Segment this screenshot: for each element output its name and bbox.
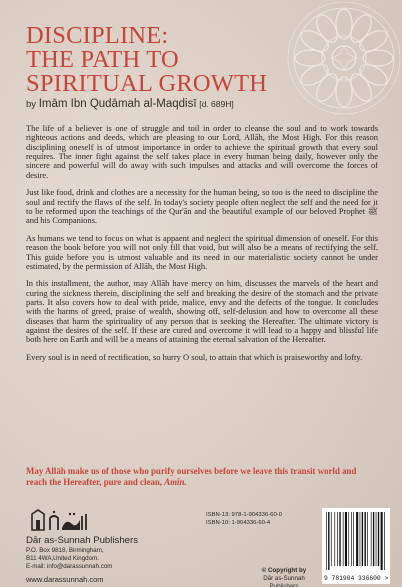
publisher-logo-icon (26, 508, 92, 534)
author-name: Imām Ibn Qudāmah al-Maqdisī (38, 98, 197, 110)
blurb-paragraph-2: Just like food, drink and clothes are a necessity for the human being, so too is the need to discipline the soul and rectify the flaws of the self. In today's society people often neglect the self and the need for it to be reformed upon the teachings of the Qur'ān and the beautiful example of our beloved Prophet ﷺ and his Companions. (26, 187, 378, 226)
blurb-body (26, 124, 378, 371)
address-email: E-mail: info@darassunnah.com (26, 563, 113, 570)
copyright-notice (254, 567, 314, 587)
title-line-3: SPIRITUAL GROWTH (26, 70, 268, 97)
publisher-address (26, 547, 206, 571)
title-line-1: DISCIPLINE: (26, 22, 169, 49)
blurb-paragraph-1: The life of a believer is one of struggle and toil in order to cleanse the soul and to work towards righteous actions and deeds, which are pleasing to our Lord, Allāh, the Most High. For this reason disciplining oneself is of utmost importance in order to achieve the spiritual growth that every soul requires. The inner fight against the self takes place in every human being daily, however only the sincere and powerful will do away with such impulses and attacks and will overcome the forces of desire. (26, 123, 378, 180)
barcode-digits: 9 781904 336600 > (324, 575, 389, 582)
isbn-13: ISBN-13: 978-1-904336-60-0 (206, 512, 282, 518)
author-death-date: [d. 689H] (199, 99, 234, 109)
isbn-10: ISBN-10: 1-904336-60-4 (206, 520, 271, 526)
address-line-2: B11 4WA,United Kingdom. (26, 555, 99, 562)
blurb-paragraph-4: In this installment, the author, may Allāh have mercy on him, discusses the marvels of the heart and curing the sickness therein, disciplining the self and breaking the desire of the stomach and the private parts. It also covers how to deal with pride, malice, envy and the defects of the tongue. It concludes with the harms of greed, praise of wealth, showing off, self-delusion and how to overcome all these diseases that harm the spirituality of any person that is seeking the Hereafter. The ultimate victory is against the desires of the self. If these are cured and overcome it will lead to a happy and blissful life both here on Earth and will be a means of attaining the eternal salvation of the Hereafter. (26, 278, 378, 345)
closing-amin: Amīn. (164, 476, 187, 487)
barcode-icon (325, 512, 387, 572)
closing-text: May Allāh make us of those who purify ourselves before we leave this transit world and reach the Hereafter, pure and clean, (26, 466, 357, 487)
publisher-website: www.darassunnah.com (26, 575, 104, 584)
isbn-block (206, 511, 316, 527)
copyright-label: © Copyright by (261, 567, 307, 574)
address-line-1: P.O. Box 9818, Birmingham, (26, 547, 104, 554)
title-line-2: THE PATH TO (26, 46, 179, 73)
byline (26, 98, 234, 110)
publisher-name: Dār as-Sunnah Publishers (26, 535, 138, 546)
copyright-holder: Dār as-Sunnah Publishers (263, 575, 305, 587)
closing-supplication (26, 466, 378, 487)
blurb-paragraph-5: Every soul is in need of rectification, so hurry O soul, to attain that which is praiseworthy and lofty. (26, 351, 363, 362)
book-title (26, 24, 316, 96)
blurb-paragraph-3: As humans we tend to focus on what is appaent and neglect the spiritual dimension of oneself. For this reason the book before you will not only fill that void, but will also be a means of rectifying the self. This guide before you is utmost valuable and its need in our materialistic society cannot be under estimated, by the permission of Allāh, the Most High. (26, 232, 378, 271)
byline-prefix: by (26, 99, 37, 110)
barcode (322, 508, 390, 584)
